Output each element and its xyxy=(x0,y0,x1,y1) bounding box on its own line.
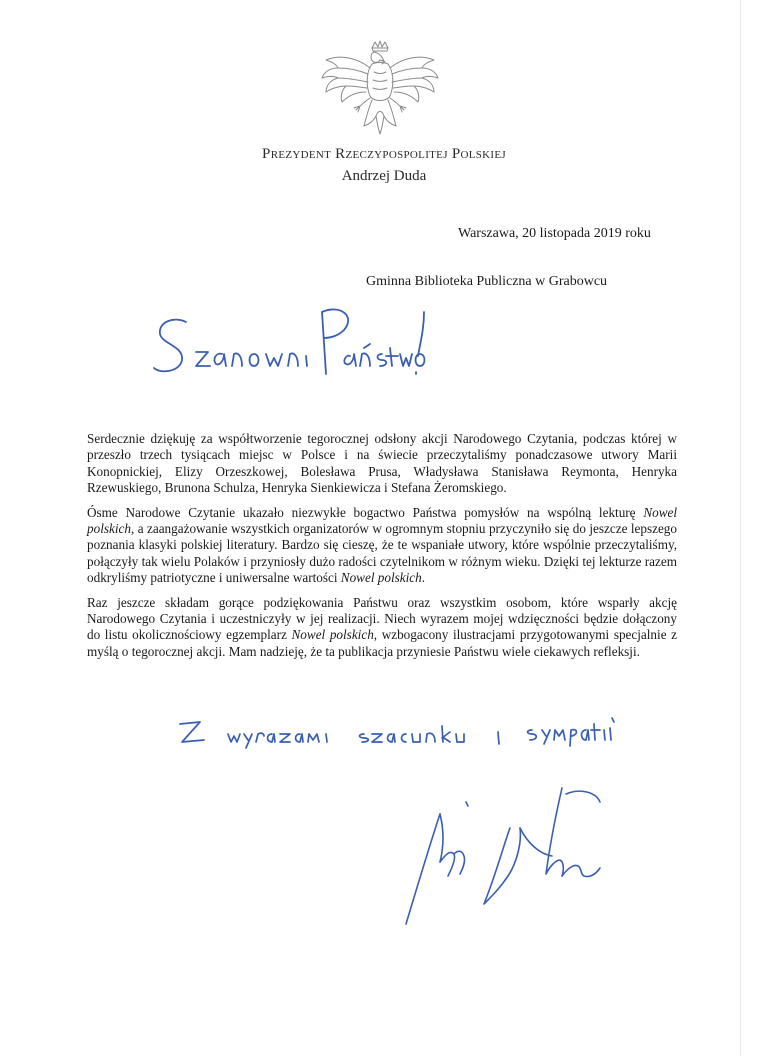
handwritten-greeting xyxy=(150,300,430,396)
handwritten-signature xyxy=(400,784,610,934)
body-paragraph-1 xyxy=(87,431,677,497)
body-paragraph-2 xyxy=(87,505,677,587)
body-paragraph-3 xyxy=(87,595,677,661)
recipient-line: Gminna Biblioteka Publiczna w Grabowcu xyxy=(366,274,608,289)
date-line: Warszawa, 20 listopada 2019 roku xyxy=(458,226,651,241)
book-title-italic: Nowel polskich xyxy=(340,570,422,586)
letterhead-name: Andrzej Duda xyxy=(341,168,427,184)
paragraph-1-text: Serdecznie dziękuję za współtworzenie tegorocznej odsłony akcji Narodowego Czytania, podczas której w przeszło trzech tysiącach miejsc w Polsce i na świecie przeczytaliśmy ponadczasowe utwory Marii Konopnickiej, Elizy Orzeszkowej, Bolesława Prusa, Władysława Stanisława Reymonta, Henryka Rzewuskiego, Brunona Schulza, Henryka Sienkiewicza i Stefana Żeromskiego. xyxy=(87,431,677,496)
paragraph-3-text-c: , wzbogacony ilustracjami przygotowanymi specjalnie z myślą o tegorocznej akcji. Mam nadzieję, że ta publikacja przyniesie Państwu wiele ciekawych refleksji. xyxy=(87,627,678,659)
letterhead-title: Prezydent Rzeczypospolitej Polskiej xyxy=(262,146,506,162)
book-title-italic: Nowel polskich xyxy=(87,504,678,537)
handwritten-closing xyxy=(176,712,616,752)
paragraph-2-text-e: . xyxy=(421,570,426,586)
paragraph-2-text-c: , a zaangażowanie wszystkich organizatorów w ogromnym stopniu przyczyniło się do jeszcze lepszego poznania klasyki polskiej literatury. Bardzo się cieszę, że te wspaniałe utwory, które wspólnie przeczytaliśmy, połączyły tak wielu Polaków i przyniosły dużo radości czytelnikom w różnym wieku. Dzięki tej lekturze razem odkryliśmy patriotyczne i uniwersalne wartości xyxy=(87,521,677,586)
paragraph-3-text-a: Raz jeszcze składam gorące podziękowania Państwu oraz wszystkim osobom, które wsparły akcję Narodowego Czytania i uczestniczyły w jej realizacji. Niech wyrazem mojej wdzięczności będzie dołączony do listu okolicznościowy egzemplarz xyxy=(87,594,677,643)
book-title-italic: Nowel polskich xyxy=(291,627,374,643)
white-eagle-emblem-icon xyxy=(318,40,442,144)
paragraph-2-text-a: Ósme Narodowe Czytanie ukazało niezwykłe bogactwo Państwa pomysłów na wspólną lekturę xyxy=(87,504,636,520)
letter-body xyxy=(87,431,677,668)
